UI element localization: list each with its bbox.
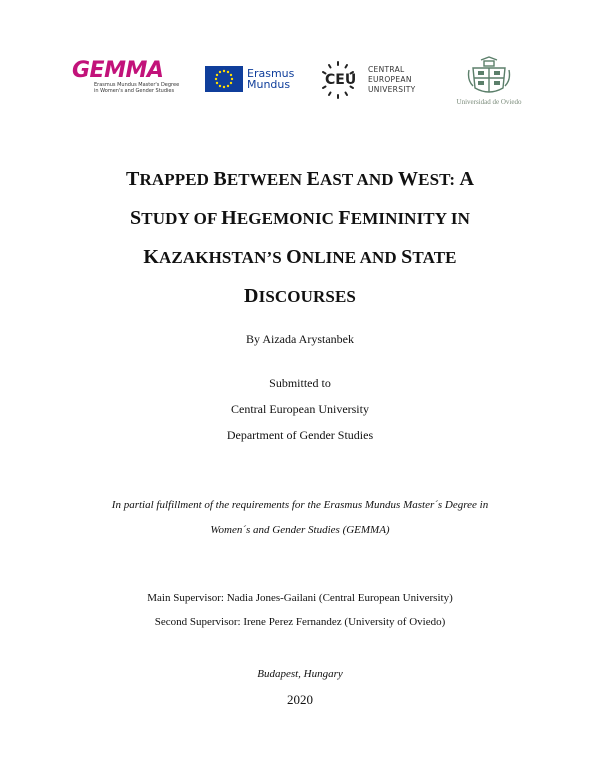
- eu-flag-icon: [205, 66, 243, 92]
- author: By Aizada Arystanbek: [246, 332, 354, 346]
- fulfillment-line-1: In partial fulfillment of the requirements for the Erasmus Mundus Master´s Degree in: [111, 499, 489, 511]
- gemma-wordmark: GEMMA: [72, 58, 164, 83]
- submitted-university: Central European University: [231, 402, 369, 416]
- gemma-subtitle: Erasmus Mundus Master's Degree in Women's and Gender Studies: [94, 82, 180, 94]
- place: Budapest, Hungary: [257, 668, 343, 680]
- ceu-name: CENTRAL EUROPEAN UNIVERSITY: [368, 65, 416, 94]
- title-line: KAZAKHSTAN’S ONLINE AND STATE: [143, 246, 457, 268]
- oviedo-logo: [446, 56, 532, 112]
- erasmus-mundus-text: Erasmus Mundus: [247, 67, 295, 91]
- thesis-title: [0, 160, 600, 316]
- title-line: TRAPPED BETWEEN EAST AND WEST: A: [125, 168, 474, 190]
- gemma-logo: [72, 60, 184, 102]
- logo-strip: [0, 56, 600, 116]
- submitted-department: Department of Gender Studies: [226, 428, 374, 442]
- oviedo-crest-icon: [467, 56, 511, 96]
- ceu-mark-icon: [318, 60, 358, 100]
- erasmus-mundus-logo: [205, 64, 295, 94]
- oviedo-label: Universidad de Oviedo: [456, 98, 522, 106]
- year: 2020: [287, 692, 313, 707]
- title-line: STUDY OF HEGEMONIC FEMININITY IN: [130, 207, 470, 229]
- main-supervisor: Main Supervisor: Nadia Jones-Gailani (Central European University): [147, 592, 453, 604]
- title-line: DISCOURSES: [244, 285, 356, 307]
- fulfillment-line-2: Women´s and Gender Studies (GEMMA): [210, 524, 390, 536]
- ceu-logo: [318, 58, 428, 102]
- ceu-letters: CEU: [325, 72, 357, 88]
- submitted-label: Submitted to: [269, 376, 331, 390]
- second-supervisor: Second Supervisor: Irene Perez Fernandez (University of Oviedo): [154, 616, 446, 628]
